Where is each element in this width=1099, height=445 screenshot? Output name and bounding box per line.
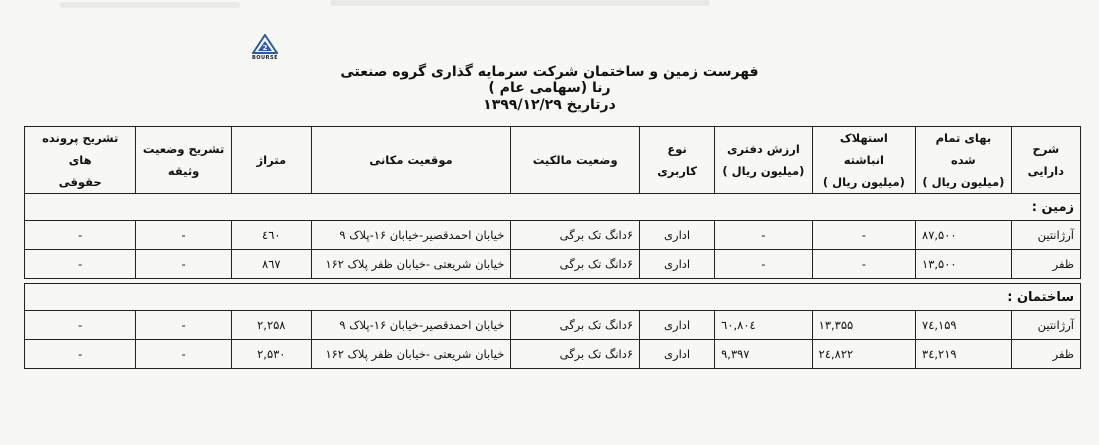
cell-location: خیابان شریعتی -خیابان ظفر پلاک ۱۶۲ — [311, 340, 511, 369]
header-depreciation: استهلاک انباشته (میلیون ریال ) — [812, 127, 915, 194]
scan-smudge — [60, 2, 240, 8]
cell-book-value: - — [715, 221, 813, 250]
cell-area: ۲,۵۳۰ — [231, 340, 311, 369]
scan-smudge — [330, 0, 710, 6]
cell-legal: - — [25, 250, 136, 279]
svg-text:2: 2 — [262, 44, 268, 52]
cell-collateral: - — [136, 221, 232, 250]
cell-depreciation: - — [812, 250, 915, 279]
header-location: موقعیت مکانی — [311, 127, 511, 194]
cell-area: ٤٦٠ — [231, 221, 311, 250]
cell-depreciation: - — [812, 221, 915, 250]
assets-table — [24, 126, 1081, 369]
cell-legal: - — [25, 311, 136, 340]
cell-area: ۲,۲۵۸ — [231, 311, 311, 340]
cell-cost: ۷٤,۱۵۹ — [916, 311, 1012, 340]
cell-ownership: ۶دانگ تک برگی — [511, 250, 640, 279]
cell-location: خیابان احمدقصیر-خیابان ۱۶-پلاک ۹ — [311, 221, 511, 250]
cell-desc: ظفر — [1011, 340, 1080, 369]
cell-desc: آرژانتین — [1011, 311, 1080, 340]
header-collateral: تشریح وضعیت وثیقه — [136, 127, 232, 194]
cell-usage: اداری — [640, 221, 715, 250]
section-row-land — [25, 194, 1081, 221]
header-usage: نوع کاربری — [640, 127, 715, 194]
cell-depreciation: ۲٤,۸۲۲ — [812, 340, 915, 369]
header-area: متراژ — [231, 127, 311, 194]
cell-cost: ۱۳,۵۰۰ — [916, 250, 1012, 279]
section-label: زمین : — [25, 194, 1081, 221]
cell-ownership: ۶دانگ تک برگی — [511, 311, 640, 340]
cell-book-value: - — [715, 250, 813, 279]
page-title: فهرست زمین و ساختمان شرکت سرمایه گذاری گروه صنعتی رنا (سهامی عام ) — [340, 64, 759, 96]
cell-usage: اداری — [640, 340, 715, 369]
report-date: درتاریخ ۱۳۹۹/۱۲/۲۹ — [483, 97, 616, 113]
logo-text: BOURSE — [252, 55, 278, 61]
cell-location: خیابان احمدقصیر-خیابان ۱۶-پلاک ۹ — [311, 311, 511, 340]
cell-book-value: ۹,۳۹۷ — [715, 340, 813, 369]
cell-collateral: - — [136, 250, 232, 279]
cell-ownership: ۶دانگ تک برگی — [511, 221, 640, 250]
header-ownership: وضعیت مالکیت — [511, 127, 640, 194]
section-label: ساختمان : — [25, 284, 1081, 311]
cell-ownership: ۶دانگ تک برگی — [511, 340, 640, 369]
header-book-value: ارزش دفتری (میلیون ریال ) — [715, 127, 813, 194]
section-row-building — [25, 284, 1081, 311]
cell-depreciation: ۱۳,۳۵۵ — [812, 311, 915, 340]
cell-usage: اداری — [640, 311, 715, 340]
header-row — [25, 127, 1081, 194]
cell-cost: ۳٤,۲۱۹ — [916, 340, 1012, 369]
cell-area: ۸٦۷ — [231, 250, 311, 279]
cell-desc: آرژانتین — [1011, 221, 1080, 250]
cell-book-value: ٦۰,۸۰٤ — [715, 311, 813, 340]
bourse-logo-icon — [252, 34, 278, 54]
cell-desc: ظفر — [1011, 250, 1080, 279]
table-row — [25, 250, 1081, 279]
cell-location: خیابان شریعتی -خیابان ظفر پلاک ۱۶۲ — [311, 250, 511, 279]
cell-collateral: - — [136, 340, 232, 369]
header-legal: تشریح پرونده های حقوقی — [25, 127, 136, 194]
bourse-logo — [247, 34, 283, 64]
cell-cost: ۸۷,۵۰۰ — [916, 221, 1012, 250]
cell-legal: - — [25, 340, 136, 369]
table-row — [25, 221, 1081, 250]
cell-collateral: - — [136, 311, 232, 340]
header-desc: شرح دارایی — [1011, 127, 1080, 194]
header-cost: بهای تمام شده (میلیون ریال ) — [916, 127, 1012, 194]
cell-legal: - — [25, 221, 136, 250]
cell-usage: اداری — [640, 250, 715, 279]
table-row — [25, 311, 1081, 340]
table-row — [25, 340, 1081, 369]
